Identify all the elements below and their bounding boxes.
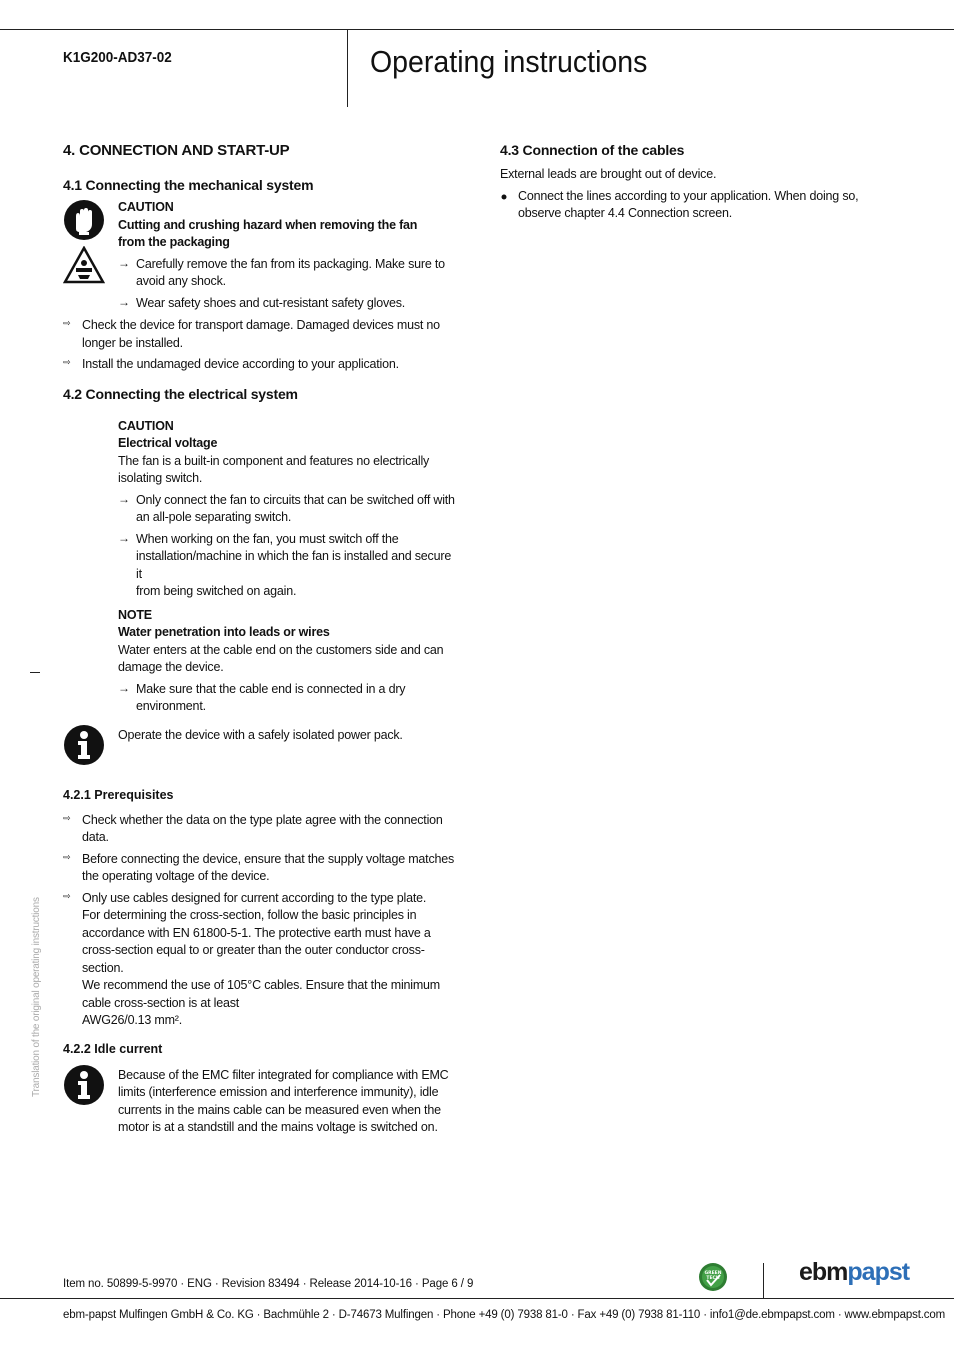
info-icon xyxy=(63,724,105,766)
header-top-rule xyxy=(0,29,954,30)
arrow-icon: → xyxy=(118,491,130,506)
list-item-text: Only use cables designed for current according to the type plate. xyxy=(82,890,427,905)
instruction-item xyxy=(118,256,458,291)
safety-gloves-icon xyxy=(63,199,105,241)
caution-label: CAUTION xyxy=(118,418,174,433)
intro-text: External leads are brought out of device. xyxy=(500,167,717,181)
caution-title: from the packaging xyxy=(118,235,230,249)
list-item-text: For determining the cross-section, follow the basic principles in xyxy=(82,908,417,922)
list-item-text: accordance with EN 61800-5-1. The protective earth must have a xyxy=(82,925,431,940)
subsection-heading-4-2-1: 4.2.1 Prerequisites xyxy=(63,787,174,802)
page-title: Operating instructions xyxy=(370,44,648,79)
list-item xyxy=(500,188,870,223)
instruction-item xyxy=(118,492,458,527)
arrow-icon: → xyxy=(118,530,130,545)
caution-title: Cutting and crushing hazard when removing the fan xyxy=(118,217,418,232)
header-separator xyxy=(347,29,348,107)
list-item-text: Connect the lines according to your application. When doing so, xyxy=(518,188,859,203)
instruction-text: installation/machine in which the fan is installed and secure it xyxy=(136,549,452,581)
subsection-heading-4-2: 4.2 Connecting the electrical system xyxy=(63,385,298,402)
bullet-arrow-icon: ⇨ xyxy=(63,890,71,901)
list-item-text: AWG26/0.13 mm². xyxy=(82,1013,183,1027)
list-item-text: Check the device for transport damage. Damaged devices must no xyxy=(82,318,440,332)
list-item-text: section. xyxy=(82,960,124,975)
list-item-text: the operating voltage of the device. xyxy=(82,869,270,883)
caution-label: CAUTION xyxy=(118,200,174,214)
info-block xyxy=(63,724,458,768)
logo-separator xyxy=(763,1263,764,1299)
bullet-dot-icon xyxy=(501,188,507,203)
instruction-text: an all-pole separating switch. xyxy=(136,510,292,524)
instruction-text: avoid any shock. xyxy=(136,274,226,288)
list-item xyxy=(63,356,458,374)
caution-block-electrical xyxy=(63,418,458,716)
list-item-text: cable cross-section is at least xyxy=(82,995,240,1010)
caution-text: isolating switch. xyxy=(118,471,203,485)
caution-block-mechanical xyxy=(63,199,458,312)
arrow-icon: → xyxy=(118,255,130,270)
info-text: limits (interference emission and interference immunity), idle xyxy=(118,1085,439,1099)
side-note: Translation of the original operating instructions xyxy=(31,897,42,1097)
info-text: Because of the EMC filter integrated for compliance with EMC xyxy=(118,1067,449,1082)
info-text: currents in the mains cable can be measured even when the xyxy=(118,1102,441,1117)
bullet-arrow-icon: ⇨ xyxy=(63,357,71,367)
list-item xyxy=(63,812,458,847)
instruction-text: Make sure that the cable end is connected in a dry xyxy=(136,681,406,696)
margin-tick-mark xyxy=(30,672,40,673)
list-item-text: Before connecting the device, ensure that the supply voltage matches xyxy=(82,851,455,866)
footer-rule xyxy=(0,1298,954,1299)
svg-text:GREEN: GREEN xyxy=(704,1271,722,1276)
model-number: K1G200-AD37-02 xyxy=(63,49,172,66)
instruction-text: Carefully remove the fan from its packaging. Make sure to xyxy=(136,256,445,271)
arrow-icon: → xyxy=(118,680,130,695)
instruction-text: Wear safety shoes and cut-resistant safety gloves. xyxy=(136,295,406,310)
caution-title: Electrical voltage xyxy=(118,436,218,450)
instruction-item xyxy=(118,531,458,601)
right-column xyxy=(500,142,870,223)
list-item-text: data. xyxy=(82,830,109,844)
note-title: Water penetration into leads or wires xyxy=(118,625,330,639)
note-text: damage the device. xyxy=(118,660,224,674)
arrow-icon: → xyxy=(118,294,130,309)
info-icon xyxy=(63,1064,105,1106)
info-block xyxy=(63,1064,458,1137)
bullet-arrow-icon: ⇨ xyxy=(63,812,71,823)
footer-company-line: ebm-papst Mulfingen GmbH & Co. KG · Bachmühle 2 · D-74673 Mulfingen · Phone +49 (0) 7938 81-0 · Fax +49 (0) 7938 81-110 · info1@de.ebmpapst.com · www.ebmpapst.com xyxy=(63,1309,946,1321)
bullet-arrow-icon: ⇨ xyxy=(63,851,71,862)
warning-icons xyxy=(63,199,105,287)
svg-text:TECH: TECH xyxy=(706,1276,720,1281)
footer-item-line: Item no. 50899-5-9970 · ENG · Revision 83494 · Release 2014-10-16 · Page 6 / 9 xyxy=(63,1278,474,1290)
greentech-logo xyxy=(698,1262,728,1295)
logo-text: papst xyxy=(847,1258,910,1286)
section-heading: 4. CONNECTION AND START-UP xyxy=(63,142,290,159)
list-item xyxy=(63,890,458,1030)
instruction-text: environment. xyxy=(136,699,206,713)
instruction-text: from being switched on again. xyxy=(136,584,297,598)
note-label: NOTE xyxy=(118,607,152,622)
caution-text: The fan is a built-in component and features no electrically xyxy=(118,453,430,468)
left-column xyxy=(63,142,458,1137)
list-item xyxy=(63,317,458,352)
list-item-text: observe chapter 4.4 Connection screen. xyxy=(518,206,733,220)
instruction-item xyxy=(118,295,458,313)
list-item-text: Check whether the data on the type plate agree with the connection xyxy=(82,812,443,827)
logo-text: ebm xyxy=(799,1258,848,1286)
list-item-text: cross-section equal to or greater than the outer conductor cross- xyxy=(82,943,425,957)
list-item xyxy=(63,851,458,886)
instruction-text: When working on the fan, you must switch off the xyxy=(136,531,399,546)
instruction-text: Only connect the fan to circuits that can be switched off with xyxy=(136,492,455,507)
info-text: Operate the device with a safely isolated power pack. xyxy=(118,727,403,742)
ebmpapst-logo xyxy=(799,1258,909,1287)
subsection-heading-4-2-2: 4.2.2 Idle current xyxy=(63,1041,163,1056)
subsection-heading-4-1: 4.1 Connecting the mechanical system xyxy=(63,177,314,193)
subsection-heading-4-3: 4.3 Connection of the cables xyxy=(500,142,685,158)
note-text: Water enters at the cable end on the customers side and can xyxy=(118,642,444,657)
info-text: motor is at a standstill and the mains voltage is switched on. xyxy=(118,1120,438,1134)
list-item-text: Install the undamaged device according to your application. xyxy=(82,357,399,371)
list-item-text: longer be installed. xyxy=(82,335,183,350)
instruction-item xyxy=(118,681,458,716)
bullet-arrow-icon: ⇨ xyxy=(63,318,71,328)
list-item-text: We recommend the use of 105°C cables. Ensure that the minimum xyxy=(82,978,441,992)
crush-hazard-icon xyxy=(63,246,105,284)
